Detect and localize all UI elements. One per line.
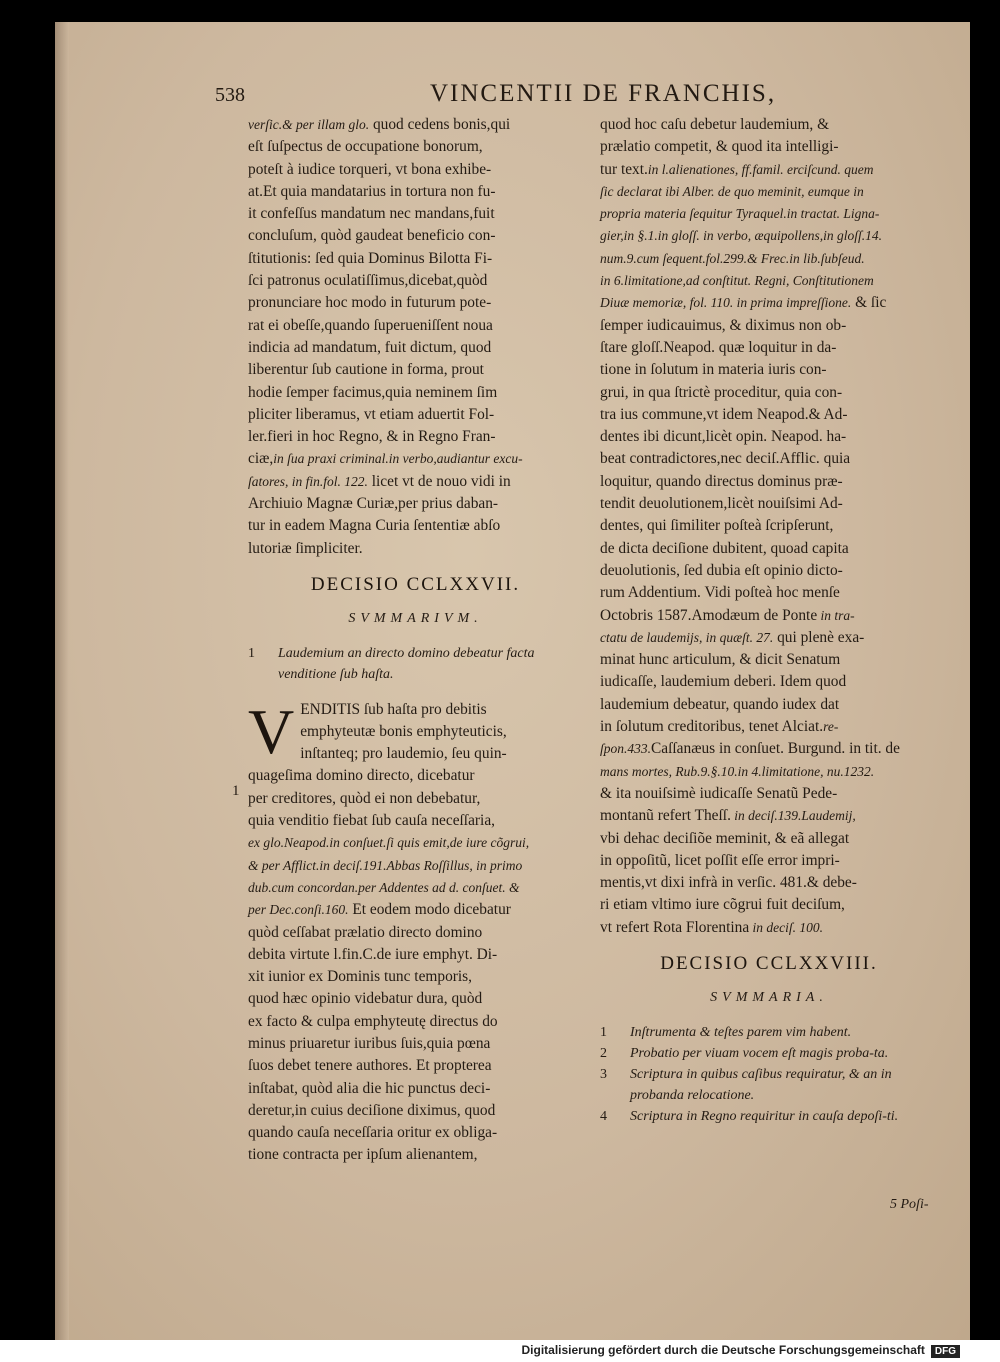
text-line: concluſum, quòd gaudeat beneficio con-	[248, 227, 496, 245]
decisio-277-body	[248, 788, 583, 1167]
text-line: minat hunc articulum, & dicit Senatum	[600, 651, 841, 669]
text-line: emphyteutæ bonis emphyteuticis,	[300, 722, 507, 740]
text-line: ENDITIS ſub haſta pro debitis	[300, 700, 487, 718]
running-head: VINCENTII DE FRANCHIS,	[430, 80, 777, 107]
text-line: quageſima domino directo, dicebatur	[248, 767, 475, 785]
text-line: loquitur, quando directus dominus præ-	[600, 472, 843, 490]
page-edge-shadow	[55, 22, 69, 1340]
text-line: tur in eadem Magna Curia ſententiæ abſo	[248, 517, 501, 535]
text-line: ſatores, in fin.fol. 122. licet vt de nouo vidi in	[248, 472, 511, 490]
text-line: tione contracta per ipſum alienantem,	[248, 1146, 478, 1164]
text-line: quia venditio fiebat ſub cauſa neceſſaria,	[248, 812, 495, 830]
right-column	[600, 114, 938, 1127]
summaria-label: SVMMARIA.	[710, 990, 828, 1006]
text-line: vt refert Rota Florentina in deciſ. 100.	[600, 918, 824, 936]
text-line: ſic declarat ibi Alber. de quo meminit, eumque in	[600, 183, 864, 199]
text-line: tur text.in l.alienationes, ff.famil. erciſcund. quem	[600, 160, 874, 178]
text-line: & ita nouiſsimè iudicaſſe Senatũ Pede-	[600, 784, 838, 802]
text-line: grui, in qua ſtrictè proceditur, quia con-	[600, 383, 843, 401]
text-line: tendit deuolutionem,licèt nouiſsimi Ad-	[600, 495, 843, 513]
text-line: rum Addentium. Vidi poſteà hoc menſe	[600, 584, 840, 602]
text-line: in 6.limitatione,ad conſtitut. Regni, Conſtitutionem	[600, 273, 874, 289]
text-line: lutoriæ ſimpliciter.	[248, 539, 363, 557]
text-line: quod hæc opinio videbatur dura, quòd	[248, 990, 483, 1008]
text-line: mans mortes, Rub.9.§.10.in 4.limitatione, nu.1232.	[600, 763, 875, 779]
text-line: verſic.& per illam glo. quod cedens bonis,qui	[248, 116, 511, 133]
text-line: indicia ad mandatum, fuit dictum, quod	[248, 338, 492, 356]
margin-number: 1	[232, 783, 240, 799]
text-line: rat ei obeſſe,quando ſuperueniſſent noua	[248, 316, 493, 334]
text-line: deuolutionis, ſed dubia eſt opinio dicto-	[600, 561, 843, 579]
text-line: eſt ſuſpectus de occupatione bonorum,	[248, 138, 483, 156]
text-line: dub.cum concordan.per Addentes ad d. conſuet. &	[248, 879, 520, 895]
text-line: beat contradictores,nec deciſ.Afflic. quia	[600, 450, 851, 468]
text-line: tione in ſolutum in materia iuris con-	[600, 361, 827, 379]
text-line: num.9.cum ſequent.fol.299.& Frec.in lib.ſubſeud.	[600, 250, 865, 266]
text-line: ri etiam vltimo iure cõgrui fuit deciſum,	[600, 896, 845, 914]
text-line: ſtitutionis: ſed quia Dominus Bilotta Fi-	[248, 249, 493, 267]
text-line: mentis,vt dixi infrà in verſic. 481.& debe-	[600, 874, 857, 892]
summary-item: 1 Inſtrumenta & teſtes parem vim habent.	[600, 1024, 852, 1040]
decisio-277-body-start	[248, 695, 583, 788]
text-line: ler.fieri in hoc Regno, & in Regno Fran-	[248, 428, 496, 446]
dfg-logo: DFG	[931, 1345, 960, 1358]
text-line: liberentur ſub cautione in forma, prout	[248, 361, 484, 379]
summary-277	[248, 643, 583, 685]
text-line: laudemium debeatur, quando iudex dat	[600, 695, 840, 713]
text-line: prælatio competit, & quod ita intelligi-	[600, 138, 839, 156]
text-line: quod hoc caſu debetur laudemium, &	[600, 116, 830, 133]
text-line: Octobris 1587.Amodæum de Ponte in tra-	[600, 606, 855, 624]
text-line: in ſolutum creditoribus, tenet Alciat.re-	[600, 718, 839, 736]
text-line: in oppoſitũ, licet poſſit eſſe error impri-	[600, 851, 840, 869]
text-line: ſuos debet tenere authores. Et propterea	[248, 1057, 492, 1075]
text-line: ſtare gloſſ.Neapod. quæ loquitur in da-	[600, 338, 837, 356]
summary-item: 2 Probatio per viuam vocem eſt magis proba-ta.	[600, 1045, 889, 1061]
drop-cap: V	[248, 695, 295, 767]
footer-credit	[521, 1343, 960, 1358]
text-line: inſtabat, quòd alia die hic punctus deci-	[248, 1079, 491, 1097]
text-line: quando cauſa neceſſaria oritur ex obliga-	[248, 1124, 498, 1142]
text-line: propria materia ſequitur Tyraquel.in tractat. Ligna-	[600, 206, 880, 222]
text-line: montanũ refert Theſſ. in deciſ.139.Laudemij,	[600, 807, 856, 825]
text-line: quòd ceſſabat prælatio directo domino	[248, 923, 483, 941]
text-line: vbi dehac deciſiõe meminit, & eã allegat	[600, 829, 850, 847]
text-line: ſpon.433.Caſſanæus in conſuet. Burgund. in tit. de	[600, 740, 900, 758]
decisio-277-first-lines	[248, 695, 583, 788]
text-line: dentes, qui ſimiliter poſteà ſcripſerunt,	[600, 517, 834, 535]
left-column	[248, 114, 583, 1167]
text-line: dentes ibi dicunt,licèt opin. Neapod. ha-	[600, 428, 847, 446]
text-line: poteſt à iudice torqueri, vt bona exhibe-	[248, 160, 492, 178]
text-line: hodie ſemper facimus,quia neminem ſim	[248, 383, 498, 401]
summary-item: 4 Scriptura in Regno requiritur in cauſa depoſi-ti.	[600, 1108, 899, 1124]
text-line: & per Afflict.in deciſ.191.Abbas Roſſillus, in primo	[248, 857, 523, 873]
text-line: per creditores, quòd ei non debebatur,	[248, 789, 481, 807]
text-line: inſtanteq; pro laudemio, ſeu quin-	[300, 745, 507, 763]
text-line: ctatu de laudemijs, in quæſt. 27. qui plenè exa-	[600, 628, 865, 646]
text-line: de dicta deciſione dubitent, quoad capita	[600, 539, 849, 557]
text-line: Diuæ memoriæ, fol. 110. in prima impreſſione. & ſic	[600, 294, 887, 312]
left-column-text	[248, 114, 583, 560]
text-line: pliciter liberamus, vt etiam aduertit Fol-	[248, 405, 495, 423]
text-line: ſci patronus oculatiſſimus,dicebat,quòd	[248, 272, 488, 290]
summarium-label: SVMMARIVM.	[348, 611, 483, 627]
text-line: Archiuio Magnæ Curiæ,per prius daban-	[248, 495, 499, 513]
text-line: tra ius commune,vt idem Neapod.& Ad-	[600, 405, 848, 423]
text-line: at.Et quia mandatarius in tortura non fu-	[248, 182, 496, 200]
catchword: 5 Poſi-	[890, 1197, 929, 1212]
right-column-text	[600, 114, 938, 939]
text-line: it confeſſus mandatum nec mandans,fuit	[248, 205, 495, 223]
page-number: 538	[215, 84, 245, 106]
text-line: iudicaſſe, laudemium deberi. Idem quod	[600, 673, 847, 691]
text-line: ciæ,in ſua praxi criminal.in verbo,audiantur excu-	[248, 450, 523, 468]
summary-278	[600, 1022, 938, 1127]
decisio-277-title: DECISIO CCLXXVII.	[310, 573, 521, 595]
text-line: ex glo.Neapod.in conſuet.ſi quis emit,de iure cõgrui,	[248, 835, 530, 851]
text-line: xit iunior ex Dominis tunc temporis,	[248, 968, 472, 986]
summary-item: 3 Scriptura in quibus caſibus requiratur, & an in probanda relocatione.	[600, 1066, 892, 1103]
text-line: debita virtute l.fin.C.de iure emphyt. Di-	[248, 945, 498, 963]
decisio-278-title: DECISIO CCLXXVIII.	[660, 952, 878, 974]
summary-item: 1 Laudemium an directo domino debeatur facta venditione ſub haſta.	[248, 645, 535, 682]
text-line: ſemper iudicauimus, & diximus non ob-	[600, 316, 847, 334]
text-line: gier,in §.1.in gloſſ. in verbo, æquipollens,in gloſſ.14.	[600, 228, 882, 244]
text-line: per Dec.conſi.160. Et eodem modo dicebatur	[248, 901, 511, 919]
text-line: minus priuaretur iuribus ſuis,quia pœna	[248, 1034, 491, 1052]
text-line: deretur,in cuius deciſione diximus, quod	[248, 1101, 496, 1119]
footer-credit-text: Digitalisierung gefördert durch die Deutsche Forschungsgemeinschaft	[521, 1343, 925, 1357]
text-line: pronunciare hoc modo in futurum pote-	[248, 294, 492, 312]
text-line: ex facto & culpa emphyteutę directus do	[248, 1012, 498, 1030]
